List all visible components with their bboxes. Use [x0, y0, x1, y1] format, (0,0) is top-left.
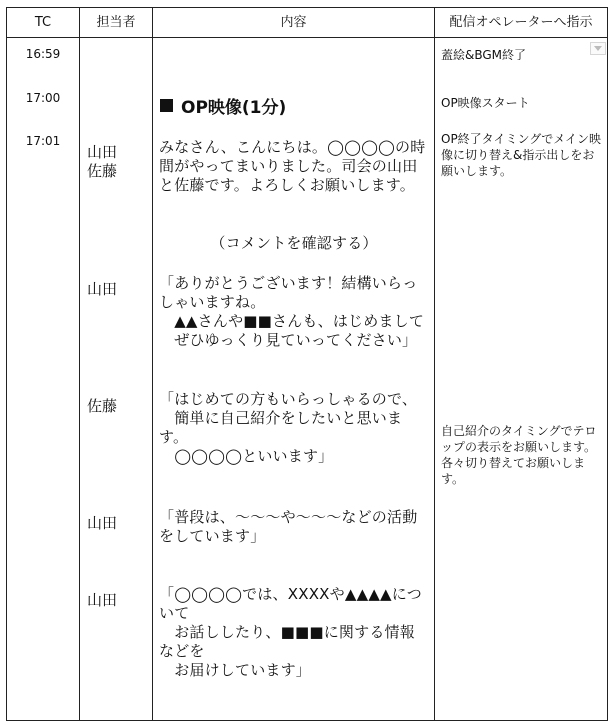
- person-yamada: 山田: [87, 591, 118, 609]
- header-tc: TC: [34, 15, 52, 30]
- instruction-switch-main: OP終了タイミングでメイン映像に切り替え&指示出しをお願いします。: [441, 132, 601, 178]
- instruction-lid-bgm-end: 蓋絵&BGM終了: [441, 48, 527, 62]
- instruction-op-start: OP映像スタート: [441, 96, 530, 110]
- tc-17-00: 17:00: [25, 91, 61, 105]
- instruction-telop: 自己紹介のタイミングでテロップの表示をお願いします。各々切り替えてお願いします。: [441, 424, 597, 486]
- column-divider-content: [434, 7, 435, 721]
- table-border-left: [6, 7, 7, 721]
- person-yamada-sato: 山田 佐藤: [87, 143, 118, 180]
- person-sato: 佐藤: [87, 397, 118, 415]
- table-border-right: [607, 7, 608, 721]
- welcome-line: 「ありがとうございます！結構いらっしゃいますね。 ▲▲さんや■■さんも、はじめまして ぜひゆっくり見ていってください」: [159, 274, 425, 349]
- cell-dropdown-icon[interactable]: [590, 42, 606, 55]
- header-content: 内容: [280, 15, 307, 30]
- op-video-title: [160, 93, 286, 118]
- person-yamada: 山田: [87, 280, 118, 298]
- opening-greeting: みなさん、こんにちは。◯◯◯◯の時間がやってまいりました。司会の山田と佐藤です。よろしくお願いします。: [159, 138, 426, 194]
- activities-line: 「普段は、〜〜〜や〜〜〜などの活動をしています」: [159, 508, 418, 545]
- table-border-top: [6, 7, 608, 8]
- table-border-bottom: [6, 720, 608, 721]
- person-yamada: 山田: [87, 514, 118, 532]
- header-person: 担当者: [96, 15, 136, 30]
- check-comments-note: （コメントを確認する）: [210, 234, 378, 252]
- column-divider-person: [152, 7, 153, 721]
- header-instruction: 配信オペレーターへ指示: [449, 15, 593, 30]
- op-video-title-text: OP映像(1分): [181, 98, 287, 118]
- program-description-line: 「◯◯◯◯では、XXXXや▲▲▲▲について お話ししたり、■■■に関する情報などを お届けしています」: [159, 585, 422, 679]
- self-intro-line: 「はじめての方もいらっしゃるので、 簡単に自己紹介をしたいと思います。 ◯◯◯◯といいます」: [159, 390, 418, 465]
- column-divider-tc: [79, 7, 80, 721]
- black-square-icon: [160, 99, 173, 112]
- tc-17-01: 17:01: [25, 134, 61, 148]
- tc-16-59: 16:59: [25, 47, 61, 61]
- header-divider: [6, 37, 608, 38]
